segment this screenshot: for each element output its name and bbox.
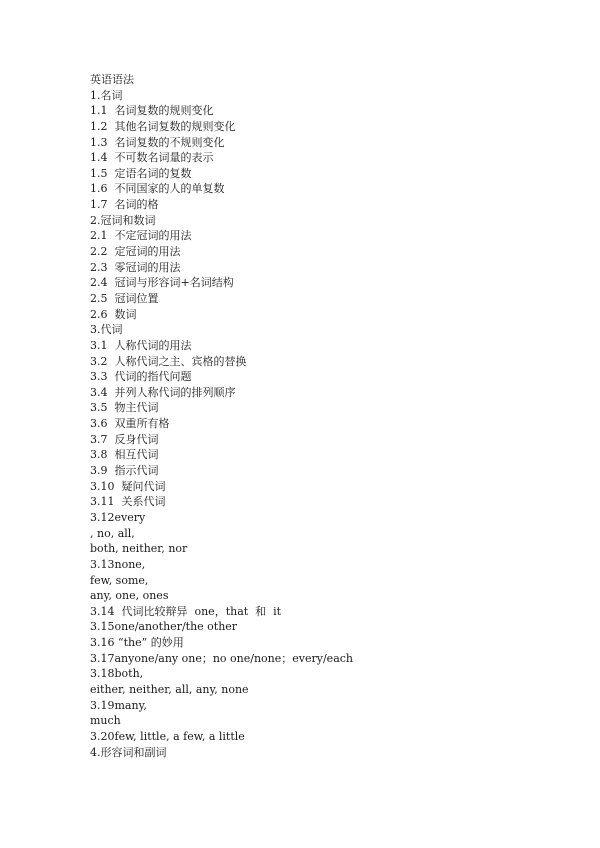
toc-line: 3.8 相互代词: [90, 448, 159, 462]
toc-line: 3.10 疑问代词: [90, 479, 166, 493]
toc-line: 3.5 物主代词: [90, 401, 159, 415]
toc-line: 3.18both,: [90, 667, 144, 681]
toc-line: 3.7 反身代词: [90, 432, 159, 446]
toc-list: [90, 88, 550, 761]
toc-line: 2.6 数词: [90, 307, 137, 321]
toc-line: 3.15one/another/the other: [90, 620, 238, 634]
toc-line: 2.1 不定冠词的用法: [90, 229, 192, 243]
toc-line: , no, all,: [90, 526, 135, 540]
toc-line: 1.2 其他名词复数的规则变化: [90, 119, 236, 133]
toc-line: 3.3 代词的指代问题: [90, 370, 192, 384]
toc-line: 3.20few, little, a few, a little: [90, 729, 245, 743]
toc-line: 1.名词: [90, 88, 123, 102]
toc-line: 1.5 定语名词的复数: [90, 166, 192, 180]
toc-line: 3.19many,: [90, 698, 147, 712]
toc-line: 3.1 人称代词的用法: [90, 338, 192, 352]
document-title: 英语语法: [90, 73, 134, 86]
toc-line: 3.2 人称代词之主、宾格的替换: [90, 354, 247, 368]
toc-line: 3.11 关系代词: [90, 495, 166, 509]
toc-line: 2.5 冠词位置: [90, 291, 159, 305]
toc-line: 3.代词: [90, 323, 123, 337]
toc-line: 3.16 “the” 的妙用: [90, 636, 184, 650]
toc-line: 3.17anyone/any one；no one/none；every/each: [90, 651, 353, 665]
toc-line: 3.9 指示代词: [90, 464, 159, 478]
toc-line: 1.4 不可数名词量的表示: [90, 151, 214, 165]
toc-line: 1.6 不同国家的人的单复数: [90, 182, 225, 196]
toc-line: 1.1 名词复数的规则变化: [90, 104, 214, 118]
toc-line: much: [90, 714, 121, 728]
toc-line: both, neither, nor: [90, 542, 188, 556]
toc-line: 2.冠词和数词: [90, 213, 156, 227]
toc-line: 2.2 定冠词的用法: [90, 245, 181, 259]
toc-line: either, neither, all, any, none: [90, 682, 249, 696]
toc-line: 1.3 名词复数的不规则变化: [90, 135, 225, 149]
document-page: [90, 72, 550, 760]
toc-line: 3.13none,: [90, 557, 146, 571]
toc-line: 2.3 零冠词的用法: [90, 260, 181, 274]
toc-line: 3.6 双重所有格: [90, 417, 170, 431]
toc-line: any, one, ones: [90, 589, 169, 603]
toc-line: 4.形容词和副词: [90, 745, 167, 759]
toc-line: 3.12every: [90, 510, 146, 524]
toc-line: 3.4 并列人称代词的排列顺序: [90, 385, 236, 399]
toc-line: 2.4 冠词与形容词+名词结构: [90, 276, 234, 290]
toc-line: 3.14 代词比较辩异 one，that 和 it: [90, 604, 282, 618]
toc-line: few, some,: [90, 573, 149, 587]
toc-line: 1.7 名词的格: [90, 198, 159, 212]
